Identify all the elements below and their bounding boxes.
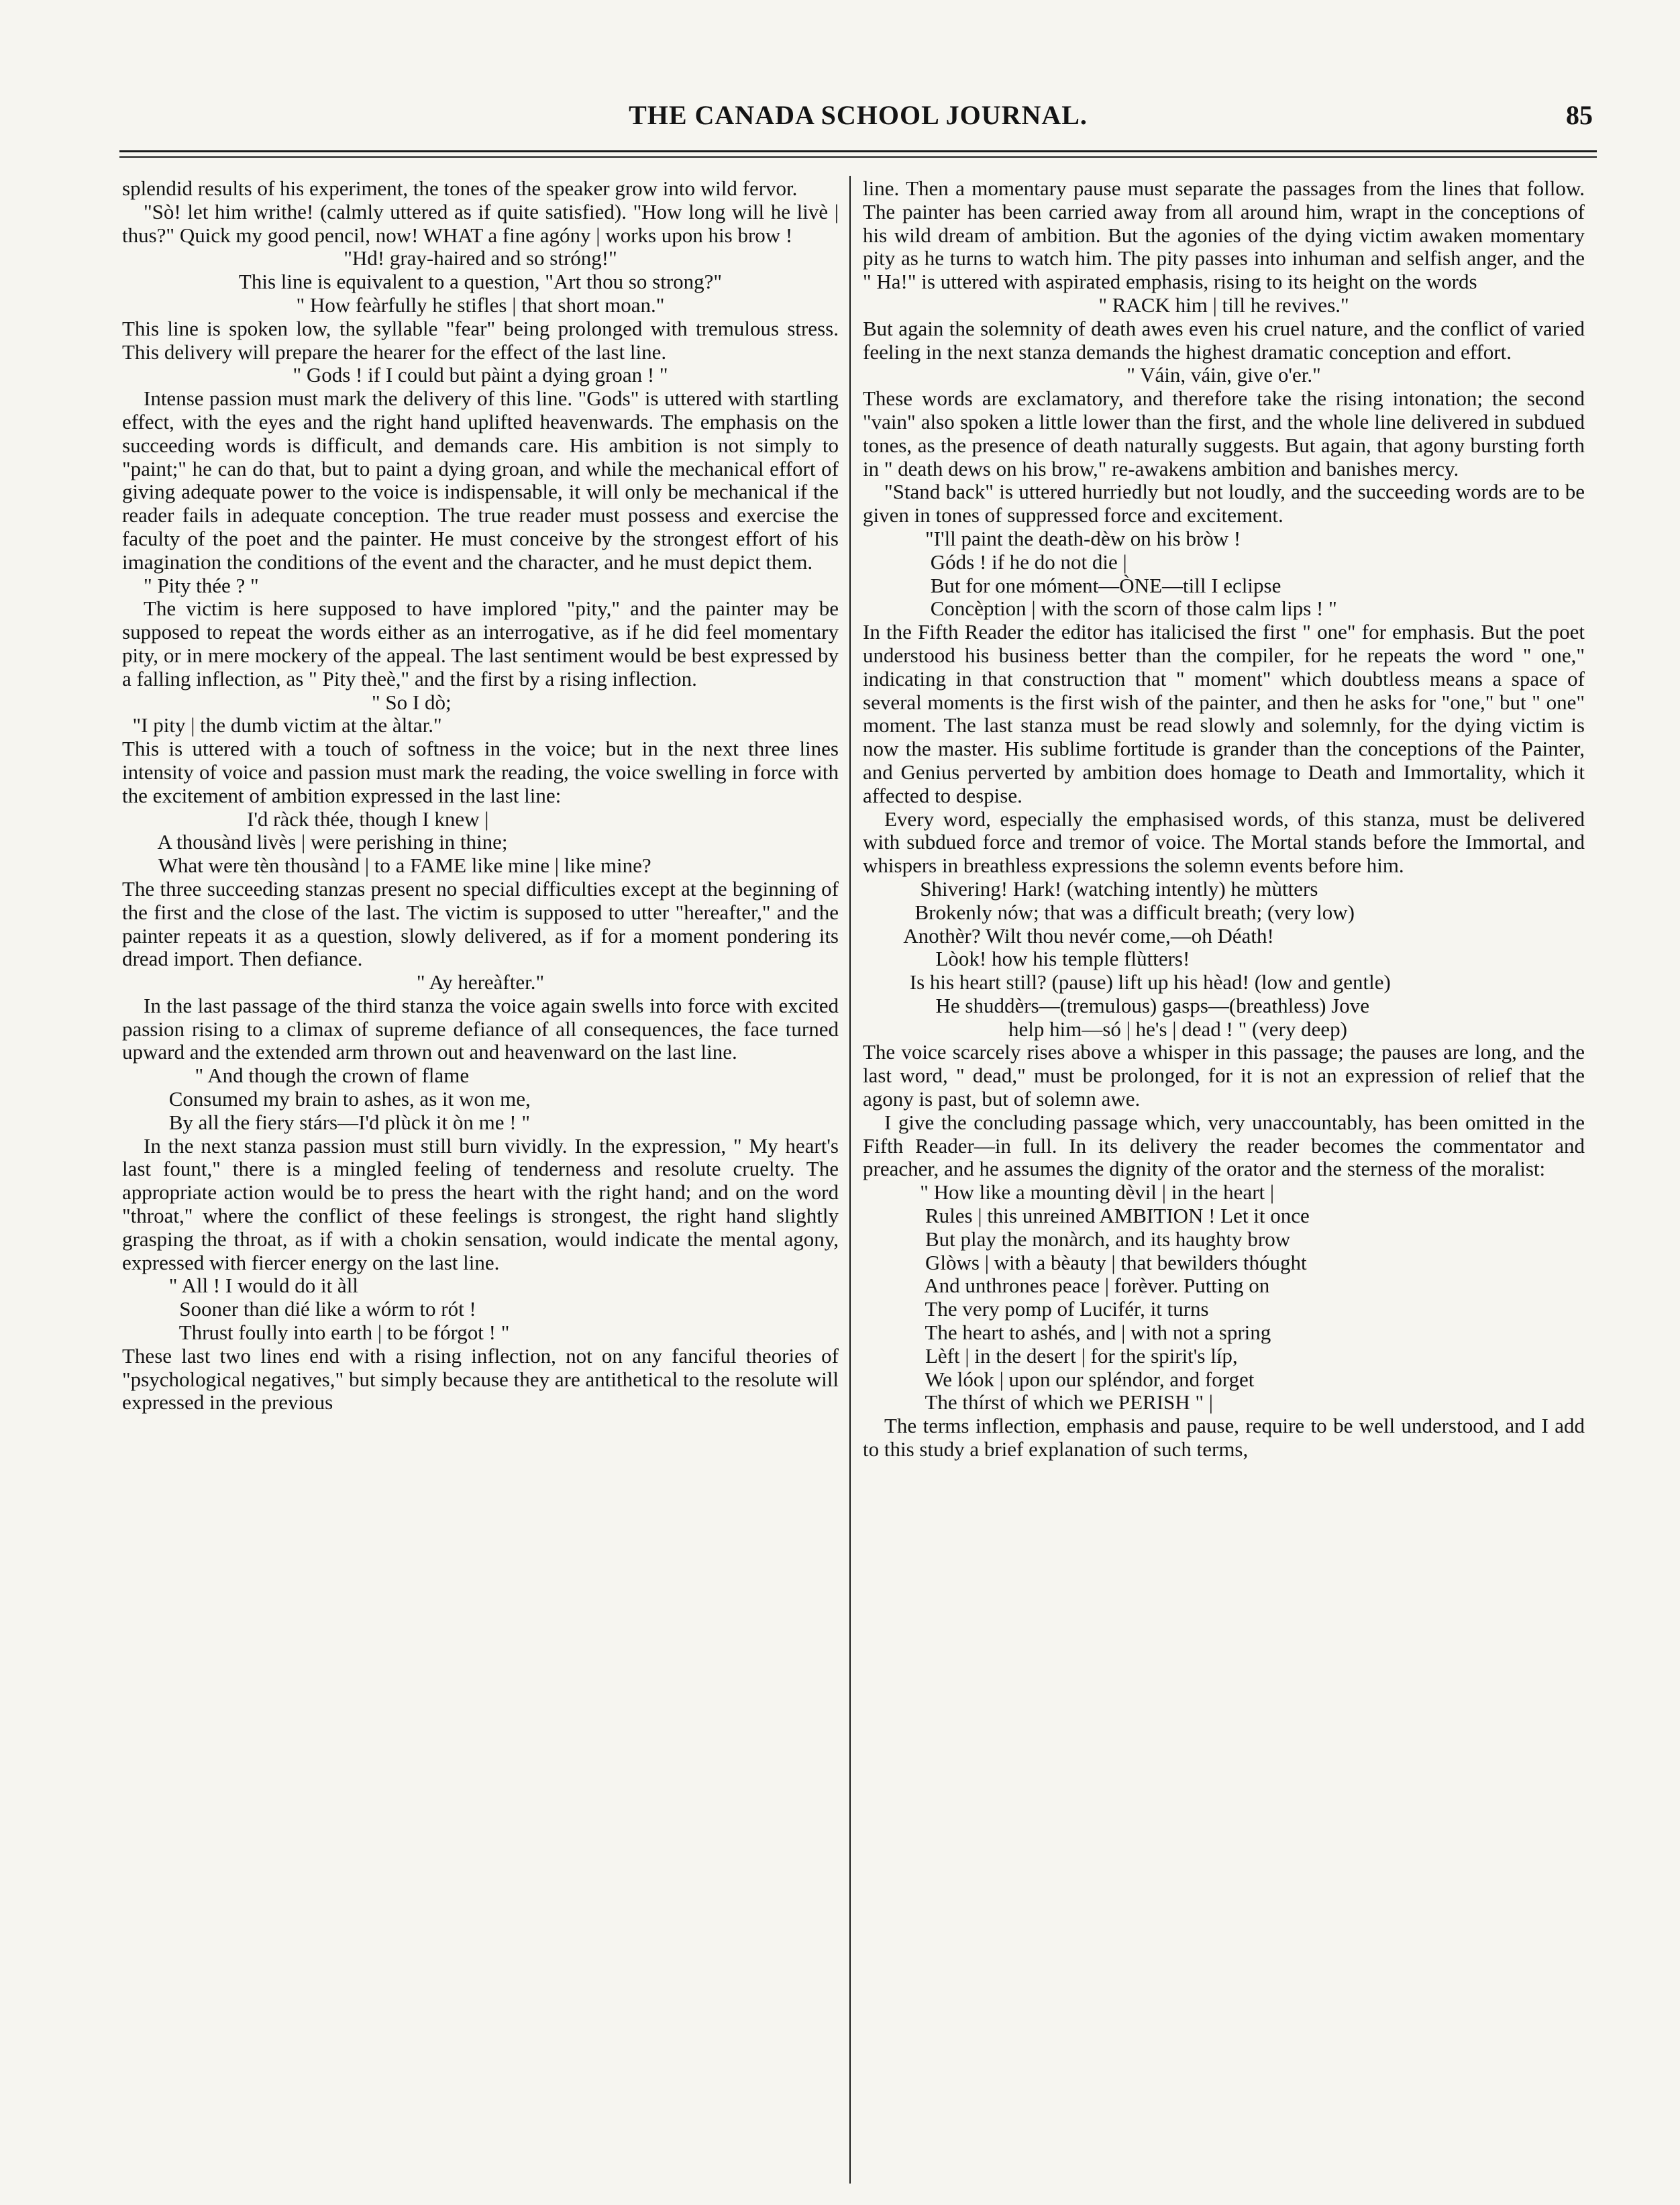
right-column-block-3: " Váin, váin, give o'er." [1126,363,1321,387]
page-header [119,99,1597,140]
left-column-block-19: " All ! I would do it àll Sooner than dié like a wórm to rót ! Thrust foully into earth | to be fórgot ! " [168,1274,510,1345]
right-column-block-4: These words are exclamatory, and therefore take the rising intonation; the second "vain" also spoken a little lower than the first, and the whole line delivered in subdued tones, as the presence of death naturally suggests. But again, that agony bursting forth in " death dews on his brow," re-awakens ambition and banishes mercy. [863,387,1585,480]
page-number: 85 [1566,100,1593,130]
right-column-block-1: " RACK him | till he revives." [1098,293,1349,317]
column-divider [849,176,851,2184]
left-column-block-5: This line is spoken low, the syllable "fear" being prolonged with tremulous stress. This delivery will prepare the hearer for the effect of the last line. [122,316,839,364]
right-column-block-5: "Stand back" is uttered hurriedly but not loudly, and the succeeding words are to be given in tones of suppressed force and excitement. [863,480,1585,527]
right-column-block-7: In the Fifth Reader the editor has italicised the first " one" for emphasis. But the poet understood his business better than the compiler, for he repeats the word " one," indicating in that construction that " moment" which doubtless means a space of several moments is the first wish of the painter, and then he asks for "one," but " one" moment. The last stanza must be read slowly and solemnly, for the dying victim is now the master. His sublime fortitude is grander than the conceptions of the Painter, and Genius perverted by ambition does homage to Death and Immortality, which it affected to despise. [863,620,1585,807]
right-column [863,177,1585,1462]
left-column-block-10: " So I dò; [122,690,452,714]
left-column [122,177,839,1415]
left-column-block-16: In the last passage of the third stanza the voice again swells into force with excited passion rising to a climax of supreme defiance of all consequences, the face turned upward and the extended arm thrown out and heavenward on the last line. [122,993,839,1064]
header-rule-top [119,150,1597,152]
left-column-block-20: These last two lines end with a rising inflection, not on any fanciful theories of "psychological negatives," but simply because they are antithetical to the resolute will expressed in the previous [122,1343,839,1415]
right-column-block-8: Every word, especially the emphasised words, of this stanza, must be delivered with subdued force and tremor of voice. The Mortal stands before the Immortal, and whispers in breathless expressions the solemn events before him. [863,807,1585,878]
left-column-block-4: " How feàrfully he stifles | that short moan." [296,293,665,317]
left-column-block-9: The victim is here supposed to have implored "pity," and the painter may be supposed to repeat the words either as an interrogative, as if he did feel momentary pity, or in mere mockery of the appeal. The last sentiment would be best expressed by a falling inflection, as " Pity theè," and the first by a rising inflection. [122,597,839,690]
left-column-block-2: "Hd! gray-haired and so stróng!" [344,246,617,270]
left-column-block-1: "Sò! let him writhe! (calmly uttered as if quite satisfied). "How long will he livè | thus?" Quick my good pencil, now! WHAT a fine agóny | works upon his brow ! [122,199,839,247]
left-column-block-7: Intense passion must mark the delivery of this line. "Gods" is uttered with startling effect, with the eyes and the right hand uplifted heavenwards. The emphasis on the succeeding words is difficult, and demands care. His ambition is not simply to "paint;" he can do that, but to paint a dying groan, and while the mechanical effort of giving adequate power to the voice is indispensable, it will only be mechanical if the reader fails in adequate conception. The true reader must possess and exercise the faculty of the poet and the painter. He must conceive by the strongest effort of his imagination the conditions of the event and the character, and he must depict them. [122,387,839,574]
left-column-block-15: " Ay hereàfter." [416,970,545,994]
left-column-block-3: This line is equivalent to a question, "Art thou so strong?" [238,270,723,294]
right-column-block-13: The terms inflection, emphasis and pause, require to be well understood, and I add to this study a brief explanation of such terms, [863,1414,1585,1462]
right-column-block-6: "I'll paint the death-dèw on his bròw ! Góds ! if he do not die | But for one móment—ÒNE—till I eclipse Concèption | with the scorn of those calm lips ! " [925,526,1337,621]
right-column-block-10: The voice scarcely rises above a whisper in this passage; the pauses are long, and the last word, " dead," must be prolonged, for it is not an expression of relief that the agony is past, but of solemn awe. [863,1040,1585,1111]
right-column-block-9: Shivering! Hark! (watching intently) he mùtters Brokenly nów; that was a difficult breath; (very low) Anothèr? Wilt thou nevér come,—oh Déath! Lòok! how his temple flùtters! Is his heart still? (pause) lift up his hèad! (low and gentle) He shuddèrs—(tremulous) gasps—(breathless) Jove help him—só | he's | dead ! " (very deep) [903,876,1391,1041]
left-column-block-0: splendid results of his experiment, the tones of the speaker grow into wild fervor. [122,176,798,200]
right-column-block-12: " How like a mounting dèvil | in the heart | Rules | this unreined AMBITION ! Let it once But play the monàrch, and its haughty brow Glòws | with a bèauty | that bewilders thóught And unthrones peace | forèver. Putting on The very pomp of Lucifér, it turns The heart to ashés, and | with not a spring Lèft | in the desert | for the spirit's líp, We lóok | upon our spléndor, and forget The thírst of which we PERISH " | [920,1180,1310,1415]
left-column-block-11: "I pity | the dumb victim at the àltar." [122,713,442,737]
left-column-block-17: " And though the crown of flame Consumed my brain to ashes, as it won me, By all the fiery stárs—I'd plùck it òn me ! " [168,1064,531,1134]
left-column-block-13: I'd ràck thée, though I knew | A thousànd livès | were perishing in thine; What were tèn thousànd | to a FAME like mine | like mine? [157,807,651,878]
journal-title: THE CANADA SCHOOL JOURNAL. [629,100,1088,130]
left-column-block-6: " Gods ! if I could but pàint a dying groan ! " [293,363,668,387]
header-rule-bottom [119,156,1597,158]
left-column-block-18: In the next stanza passion must still burn vividly. In the expression, " My heart's last fount," there is a mingled feeling of tenderness and resolute cruelty. The appropriate action would be to press the heart with the right hand; and on the word "throat," where the conflict of these feelings is strongest, the right hand slightly grasping the throat, as if with a chokin sensation, would indicate the mental agony, expressed with fiercer energy on the last line. [122,1133,839,1274]
left-column-block-8: " Pity thée ? " [144,573,259,597]
right-column-block-11: I give the concluding passage which, very unaccountably, has been omitted in the Fifth Reader—in full. In its delivery the reader becomes the commentator and preacher, and he assumes the dignity of the orator and the sterness of the moralist: [863,1110,1585,1181]
left-column-block-14: The three succeeding stanzas present no special difficulties except at the beginning of the first and the close of the last. The victim is supposed to utter "hereafter," and the painter repeats it as a question, slowly delivered, as if for a moment pondering its dread import. Then defiance. [122,876,839,971]
right-column-block-2: But again the solemnity of death awes even his cruel nature, and the conflict of varied feeling in the next stanza demands the highest dramatic conception and effort. [863,316,1585,364]
right-column-block-0: line. Then a momentary pause must separate the passages from the lines that follow. The painter has been carried away from all around him, wrapt in the conceptions of his wild dream of ambition. But the agonies of the dying victim awaken momentary pity as he turns to watch him. The pity passes into inhuman and selfish anger, and the " Ha!" is uttered with aspirated emphasis, rising to its height on the words [863,176,1585,294]
left-column-block-12: This is uttered with a touch of softness in the voice; but in the next three lines intensity of voice and passion must mark the reading, the voice swelling in force with the excitement of ambition expressed in the last line: [122,737,839,807]
